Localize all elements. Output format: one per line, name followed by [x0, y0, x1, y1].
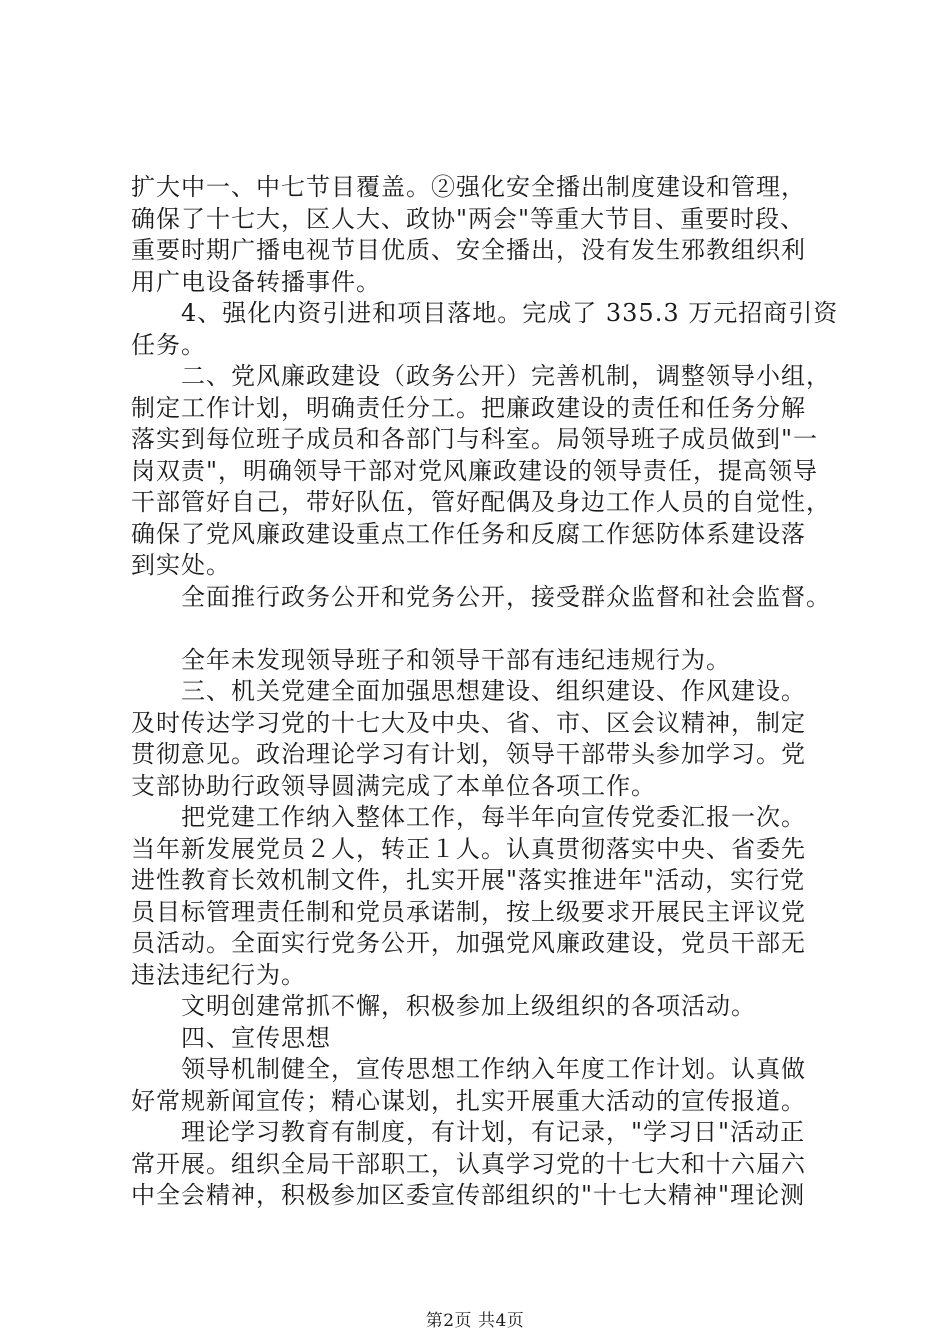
text-line: 干部管好自己，带好队伍，管好配偶及身边工作人员的自觉性， [131, 488, 831, 516]
text-line: 到实处。 [131, 551, 231, 579]
text-line: 员活动。全面实行党务公开，加强党风廉政建设，党员干部无 [131, 929, 806, 957]
page-number-footer: 第2页 共4页 [425, 1311, 525, 1331]
text-line: 确保了党风廉政建设重点工作任务和反腐工作惩防体系建设落 [131, 519, 806, 548]
text-line: 文明创建常抓不懈，积极参加上级组织的各项活动。 [181, 992, 756, 1020]
text-line: 用广电设备转播事件。 [131, 267, 381, 296]
text-line: 中全会精神，积极参加区委宣传部组织的"十七大精神"理论测 [131, 1181, 806, 1209]
text-line: 重要时期广播电视节目优质、安全播出，没有发生邪教组织利 [131, 236, 806, 264]
text-line: 确保了十七大，区人大、政协"两会"等重大节目、重要时段、 [131, 204, 806, 233]
text-line: 常开展。组织全局干部职工，认真学习党的十七大和十六届六 [131, 1149, 806, 1178]
text-line: 贯彻意见。政治理论学习有计划，领导干部带头参加学习。党 [131, 740, 806, 768]
text-line: 支部协助行政领导圆满完成了本单位各项工作。 [131, 771, 656, 800]
text-line: 及时传达学习党的十七大及中央、省、市、区会议精神，制定 [131, 708, 806, 737]
text-line: 进性教育长效机制文件，扎实开展"落实推进年"活动，实行党 [131, 866, 806, 894]
text-line: 领导机制健全，宣传思想工作纳入年度工作计划。认真做 [181, 1055, 806, 1083]
document-body [131, 172, 851, 1212]
text-line: 理论学习教育有制度，有计划，有记录，"学习日"活动正 [181, 1118, 806, 1146]
text-line: 任务。 [131, 330, 206, 359]
section-heading-line: 四、宣传思想 [181, 1023, 331, 1052]
text-line: 制定工作计划，明确责任分工。把廉政建设的责任和任务分解 [131, 393, 806, 422]
text-line: 岗双责"，明确领导干部对党风廉政建设的领导责任，提高领导 [131, 456, 819, 485]
text-line: 扩大中一、中七节目覆盖。②强化安全播出制度建设和管理， [131, 173, 806, 201]
text-line: 把党建工作纳入整体工作，每半年向宣传党委汇报一次。 [181, 803, 806, 831]
text-line: 好常规新闻宣传；精心谋划，扎实开展重大活动的宣传报道。 [131, 1086, 806, 1115]
text-line: 全年未发现领导班子和领导干部有违纪违规行为。 [181, 645, 731, 674]
section-heading-line: 三、机关党建全面加强思想建设、组织建设、作风建设。 [181, 677, 806, 705]
text-line: 当年新发展党员２人，转正１人。认真贯彻落实中央、省委先 [131, 834, 806, 863]
paragraph-gap [131, 613, 851, 645]
text-line: 违法违纪行为。 [131, 960, 306, 989]
text-line: 落实到每位班子成员和各部门与科室。局领导班子成员做到"一 [131, 425, 819, 453]
text-line: 4、强化内资引进和项目落地。完成了 335.3 万元招商引资 [181, 299, 839, 327]
text-line: 员目标管理责任制和党员承诺制，按上级要求开展民主评议党 [131, 897, 806, 926]
text-line: 全面推行政务公开和党务公开，接受群众监督和社会监督。 [181, 582, 831, 611]
section-heading-line: 二、党风廉政建设（政务公开）完善机制，调整领导小组， [181, 362, 831, 390]
